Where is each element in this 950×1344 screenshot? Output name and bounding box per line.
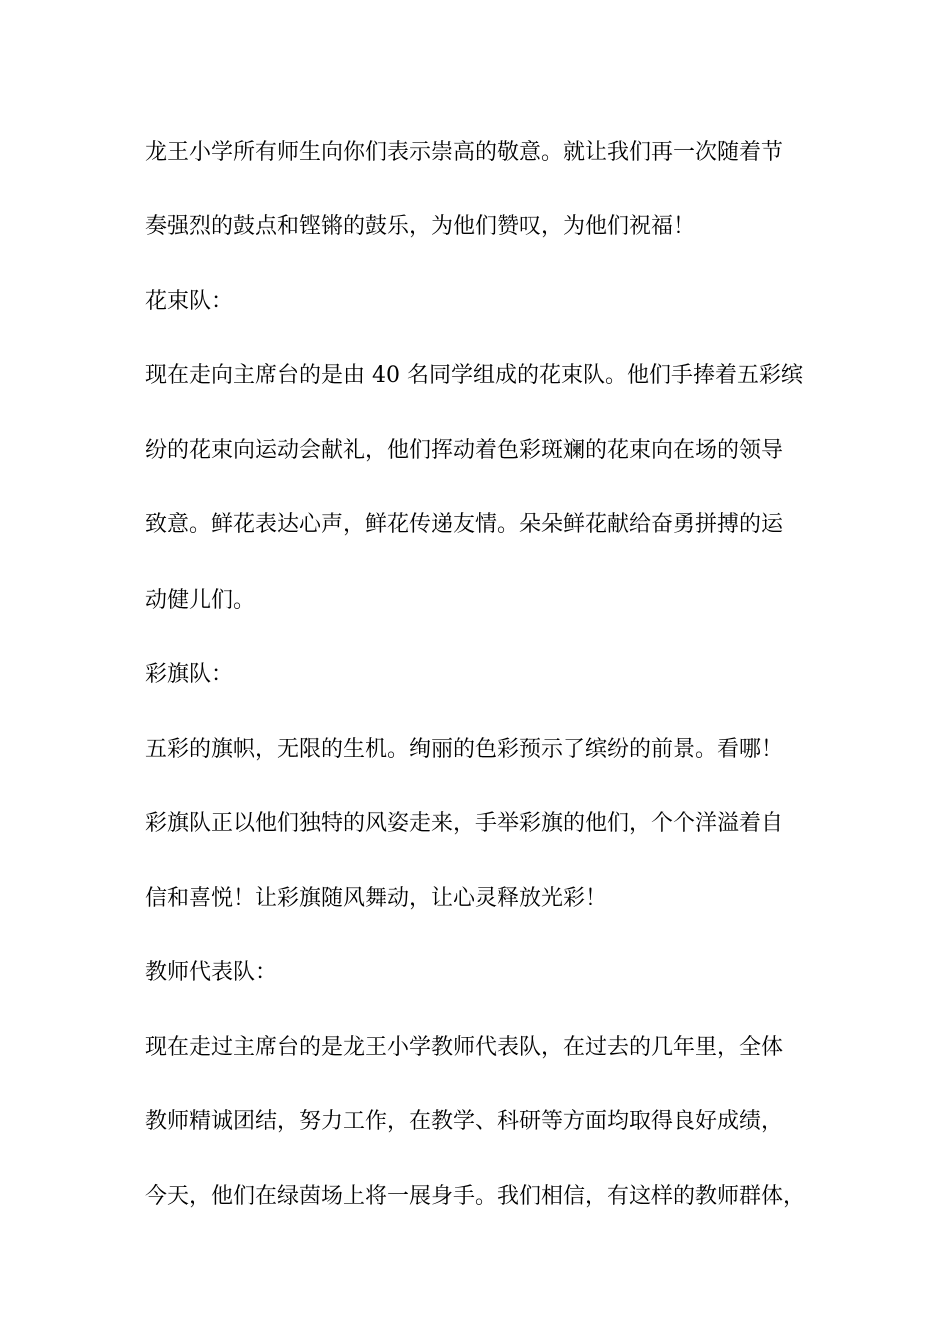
paragraph-line: 现在走过主席台的是龙王小学教师代表队，在过去的几年里，全体: [145, 1035, 784, 1060]
paragraph-line: 致意。鲜花表达心声，鲜花传递友情。朵朵鲜花献给奋勇拼搏的运: [145, 512, 784, 537]
paragraph-line: 五彩的旗帜，无限的生机。绚丽的色彩预示了缤纷的前景。看哪！: [145, 737, 784, 762]
paragraph-line: 动健儿们。: [145, 588, 256, 613]
paragraph-line: 纷的花束向运动会献礼，他们挥动着色彩斑斓的花束向在场的领导: [145, 438, 784, 463]
paragraph-line: 教师精诚团结，努力工作，在教学、科研等方面均取得良好成绩，: [145, 1109, 784, 1134]
paragraph-line: 奏强烈的鼓点和铿锵的鼓乐，为他们赞叹，为他们祝福！: [145, 214, 696, 239]
paragraph-line: 龙王小学所有师生向你们表示崇高的敬意。就让我们再一次随着节: [145, 140, 784, 165]
section-heading: 教师代表队：: [145, 960, 278, 985]
section-heading: 彩旗队：: [145, 662, 234, 687]
paragraph-line: 现在走向主席台的是由 40 名同学组成的花束队。他们手捧着五彩缤: [145, 363, 803, 388]
section-heading: 花束队：: [145, 289, 234, 314]
paragraph-line: 今天，他们在绿茵场上将一展身手。我们相信，有这样的教师群体，: [145, 1184, 806, 1209]
paragraph-line: 信和喜悦！让彩旗随风舞动，让心灵释放光彩！: [145, 886, 608, 911]
paragraph-line: 彩旗队正以他们独特的风姿走来，手举彩旗的他们，个个洋溢着自: [145, 811, 784, 836]
